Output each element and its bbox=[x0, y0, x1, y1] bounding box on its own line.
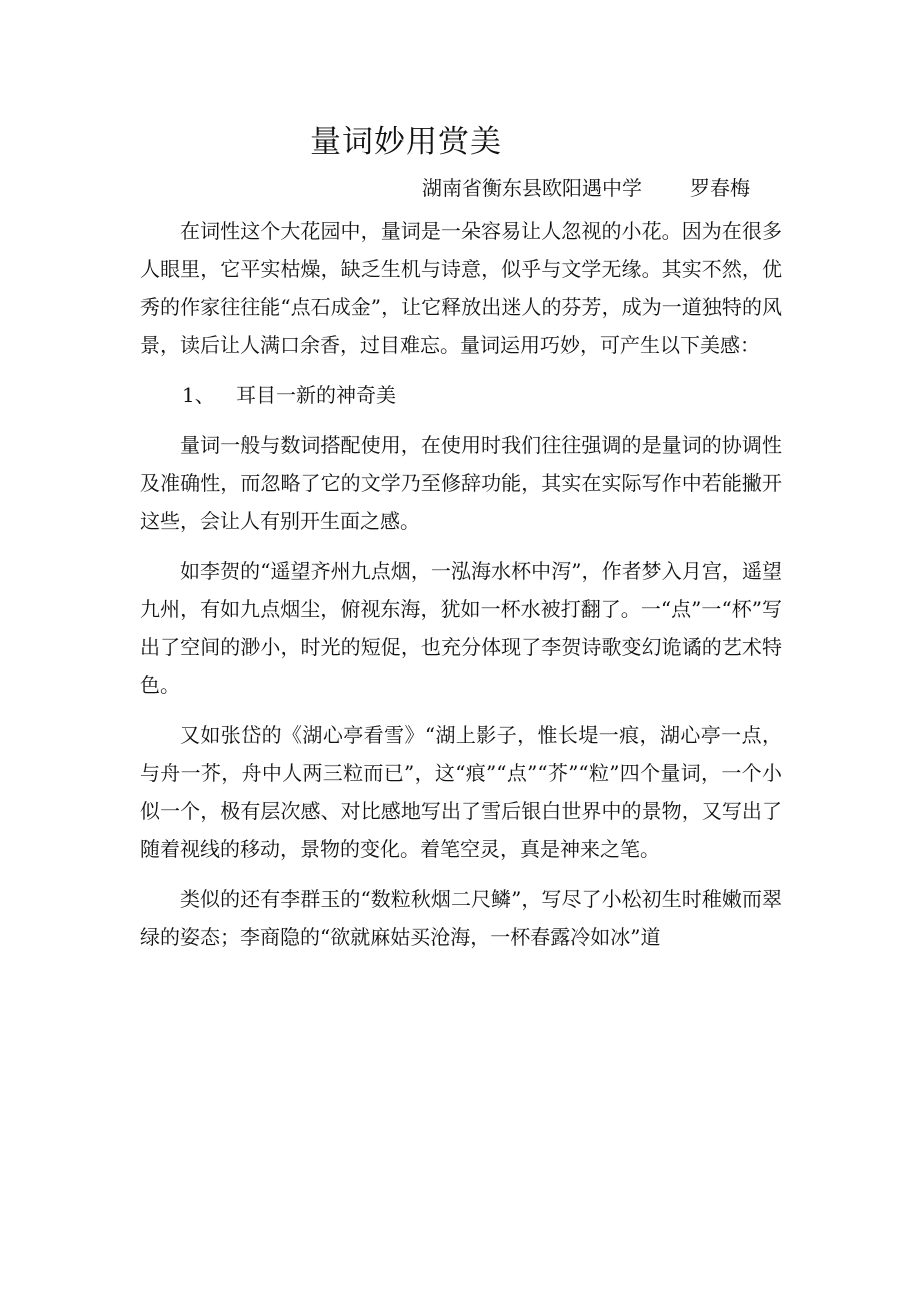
school-name: 湖南省衡东县欧阳遇中学 bbox=[422, 176, 642, 200]
byline bbox=[422, 172, 750, 201]
section-heading-text: 耳目一新的神奇美 bbox=[236, 383, 396, 407]
page-title: 量词妙用赏美 bbox=[310, 124, 502, 160]
author-name: 罗春梅 bbox=[690, 176, 750, 200]
body-text bbox=[140, 212, 782, 968]
section-heading bbox=[140, 376, 782, 414]
paragraph: 又如张岱的《湖心亭看雪》“湖上影子，惟长堤一痕，湖心亭一点，与舟一芥，舟中人两三粒而已”，这“痕”“点”“芥”“粒”四个量词，一个小似一个，极有层次感、对比感地写出了雪后银白世界中的景物，又写出了随着视线的移动，景物的变化。着笔空灵，真是神来之笔。 bbox=[140, 723, 782, 861]
paragraph: 类似的还有李群玉的“数粒秋烟二尺鳞”，写尽了小松初生时稚嫩而翠绿的姿态；李商隐的“欲就麻姑买沧海，一杯春露冷如冰”道 bbox=[140, 887, 782, 949]
paragraph: 如李贺的“遥望齐州九点烟，一泓海水杯中泻”，作者梦入月宫，遥望九州，有如九点烟尘，俯视东海，犹如一杯水被打翻了。一“点”一“杯”写出了空间的渺小，时光的短促，也充分体现了李贺诗歌变幻诡谲的艺术特色。 bbox=[140, 559, 782, 697]
intro-paragraph: 在词性这个大花园中，量词是一朵容易让人忽视的小花。因为在很多人眼里，它平实枯燥，缺乏生机与诗意，似乎与文学无缘。其实不然，优秀的作家往往能“点石成金”，让它释放出迷人的芬芳，成为一道独特的风景，读后让人满口余香，过目难忘。量词运用巧妙，可产生以下美感： bbox=[140, 219, 782, 357]
paragraph: 量词一般与数词搭配使用，在使用时我们往往强调的是量词的协调性及准确性，而忽略了它的文学乃至修辞功能，其实在实际写作中若能撇开这些，会让人有别开生面之感。 bbox=[140, 433, 782, 533]
section-number: 1、 bbox=[182, 383, 215, 407]
